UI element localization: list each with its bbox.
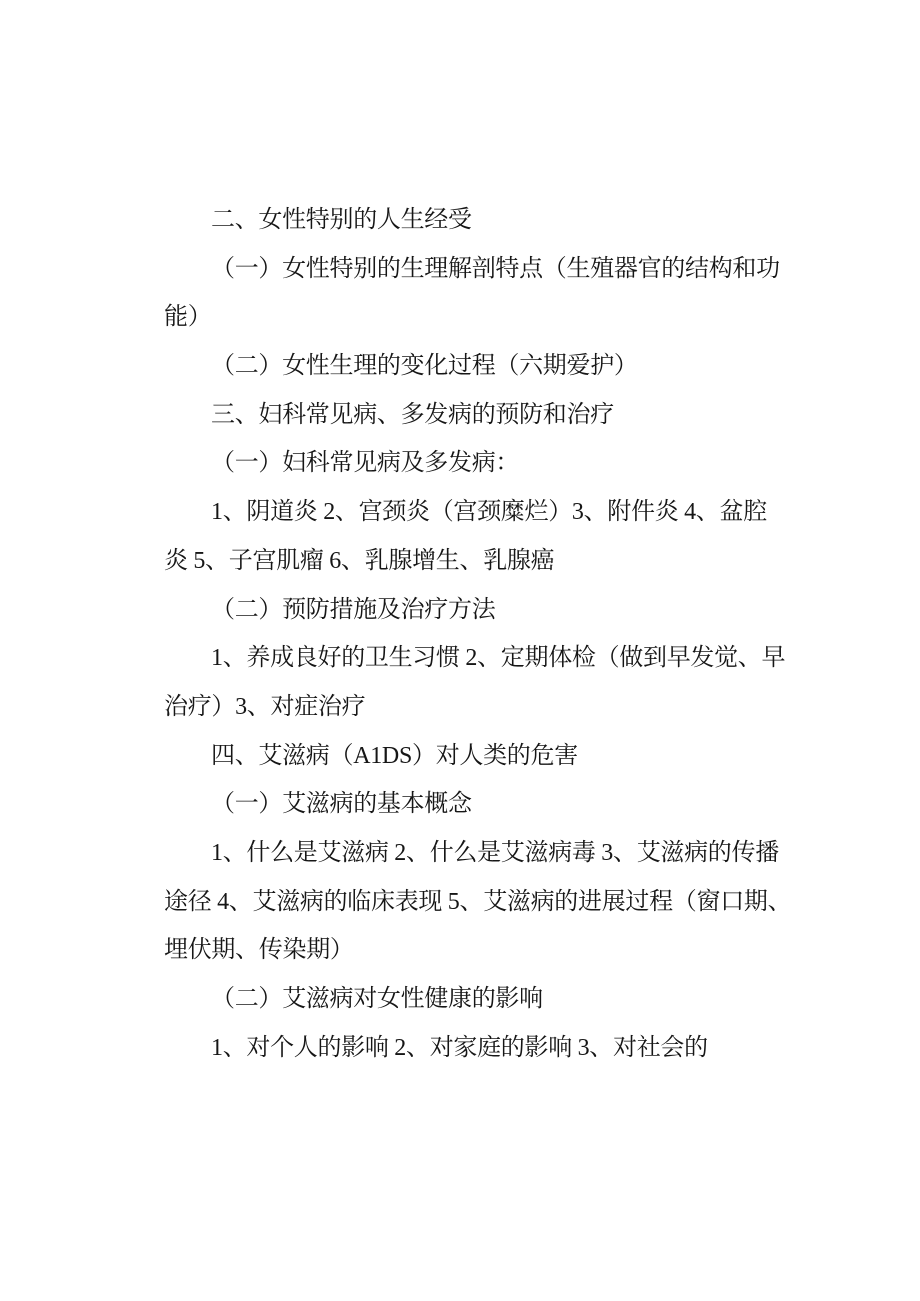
- line-text: 炎 5、子宫肌瘤 6、乳腺增生、乳腺癌: [164, 547, 555, 574]
- document-body: [164, 196, 832, 1072]
- text-line: [164, 391, 832, 440]
- line-text: （一）妇科常见病及多发病：: [211, 450, 520, 477]
- line-text: 1、养成良好的卫生习惯 2、定期体检（做到早发觉、早: [211, 645, 786, 672]
- text-line: [164, 926, 832, 975]
- line-text: （一）艾滋病的基本概念: [211, 791, 472, 818]
- line-text: （二）女性生理的变化过程（六期爱护）: [211, 353, 638, 380]
- line-text: 能）: [164, 304, 212, 331]
- text-line: [164, 780, 832, 829]
- text-line: [164, 634, 832, 683]
- line-text: （二）艾滋病对女性健康的影响: [211, 986, 543, 1012]
- text-line: [164, 975, 832, 1024]
- line-text: 1、什么是艾滋病 2、什么是艾滋病毒 3、艾滋病的传播: [211, 839, 779, 866]
- text-line: [164, 439, 832, 488]
- text-line: [164, 732, 832, 781]
- line-text: 1、对个人的影响 2、对家庭的影响 3、对社会的: [211, 1034, 708, 1061]
- line-text: （一）女性特别的生理解剖特点（生殖器官的结构和功: [211, 255, 780, 282]
- text-line: [164, 245, 832, 294]
- line-text: 二、女性特别的人生经受: [211, 207, 472, 233]
- text-line: [164, 537, 832, 586]
- text-line: [164, 829, 832, 878]
- line-text: 途径 4、艾滋病的临床表现 5、艾滋病的进展过程（窗口期、: [164, 888, 792, 915]
- line-text: 1、阴道炎 2、宫颈炎（宫颈糜烂）3、附件炎 4、盆腔: [211, 499, 767, 526]
- text-line: [164, 586, 832, 635]
- text-line: [164, 196, 832, 245]
- line-text: 治疗）3、对症治疗: [164, 693, 366, 720]
- text-line: [164, 683, 832, 732]
- text-line: [164, 488, 832, 537]
- line-text: 三、妇科常见病、多发病的预防和治疗: [211, 401, 614, 428]
- text-line: [164, 1024, 832, 1073]
- line-text: 埋伏期、传染期）: [164, 937, 354, 964]
- text-line: [164, 342, 832, 391]
- line-text: 四、艾滋病（A1DS）对人类的危害: [211, 742, 578, 769]
- line-text: （二）预防措施及治疗方法: [211, 596, 496, 623]
- text-line: [164, 293, 832, 342]
- text-line: [164, 878, 832, 927]
